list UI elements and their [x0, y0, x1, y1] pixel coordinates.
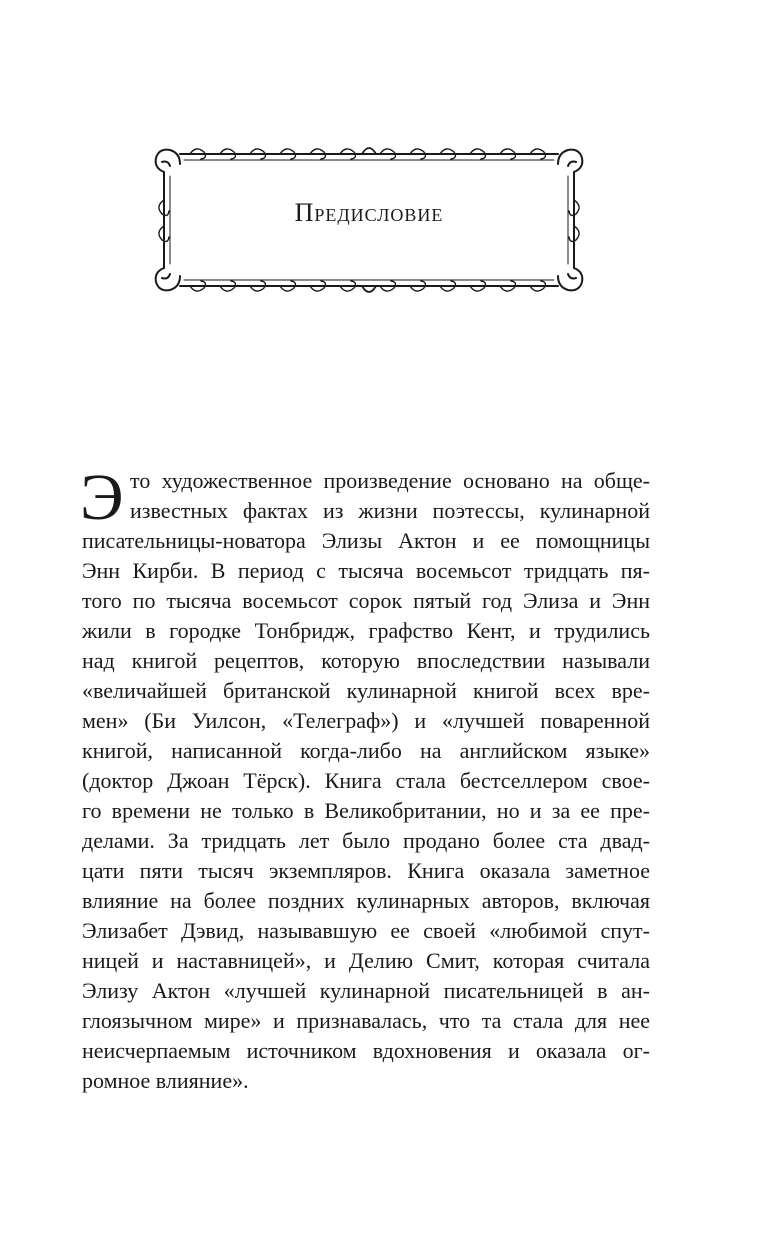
text-line: жили в городке Тонбридж, графство Кент, и трудились	[82, 618, 650, 643]
text-line: глоязычном мире» и признавалась, что та стала для нее	[82, 1008, 650, 1033]
ornamental-title-frame	[150, 140, 588, 300]
text-line: Элизу Актон «лучшей кулинарной писательницей в ан-	[82, 978, 650, 1003]
text-line: цати пяти тысяч экземпляров. Книга оказала заметное	[82, 858, 650, 883]
text-line: мен» (Би Уилсон, «Телеграф») и «лучшей поваренной	[82, 708, 650, 733]
text-line: того по тысяча восемьсот сорок пятый год Элиза и Энн	[82, 588, 650, 613]
chapter-title: Предисловие	[294, 198, 444, 227]
text-line: (доктор Джоан Тёрск). Книга стала бестселлером свое-	[82, 768, 650, 793]
text-line: Энн Кирби. В период с тысяча восемьсот тридцать пя-	[82, 558, 650, 583]
drop-cap: Э	[80, 461, 124, 534]
text-line: «величайшей британской кулинарной книгой всех вре-	[82, 678, 650, 703]
text-line: неисчерпаемым источником вдохновения и оказала ог-	[82, 1038, 650, 1063]
text-line: делами. За тридцать лет было продано более ста двад-	[82, 828, 650, 853]
text-line: книгой, написанной когда-либо на английском языке»	[82, 738, 650, 763]
text-line: го времени не только в Великобритании, но и за ее пре-	[82, 798, 650, 823]
text-line: Элизабет Дэвид, называвшую ее своей «любимой спут-	[82, 918, 650, 943]
text-line: над книгой рецептов, которую впоследствии называли	[82, 648, 650, 673]
text-line: известных фактах из жизни поэтессы, кулинарной	[130, 498, 650, 523]
text-line: влияние на более поздних кулинарных авторов, включая	[82, 888, 650, 913]
text-line: ромное влияние».	[82, 1068, 249, 1093]
preface-paragraph	[80, 461, 650, 1096]
text-line: то художественное произведение основано на обще-	[130, 468, 650, 493]
text-line: писательницы-новатора Элизы Актон и ее помощницы	[82, 528, 650, 553]
text-line: ницей и наставницей», и Делию Смит, которая считала	[82, 948, 650, 973]
